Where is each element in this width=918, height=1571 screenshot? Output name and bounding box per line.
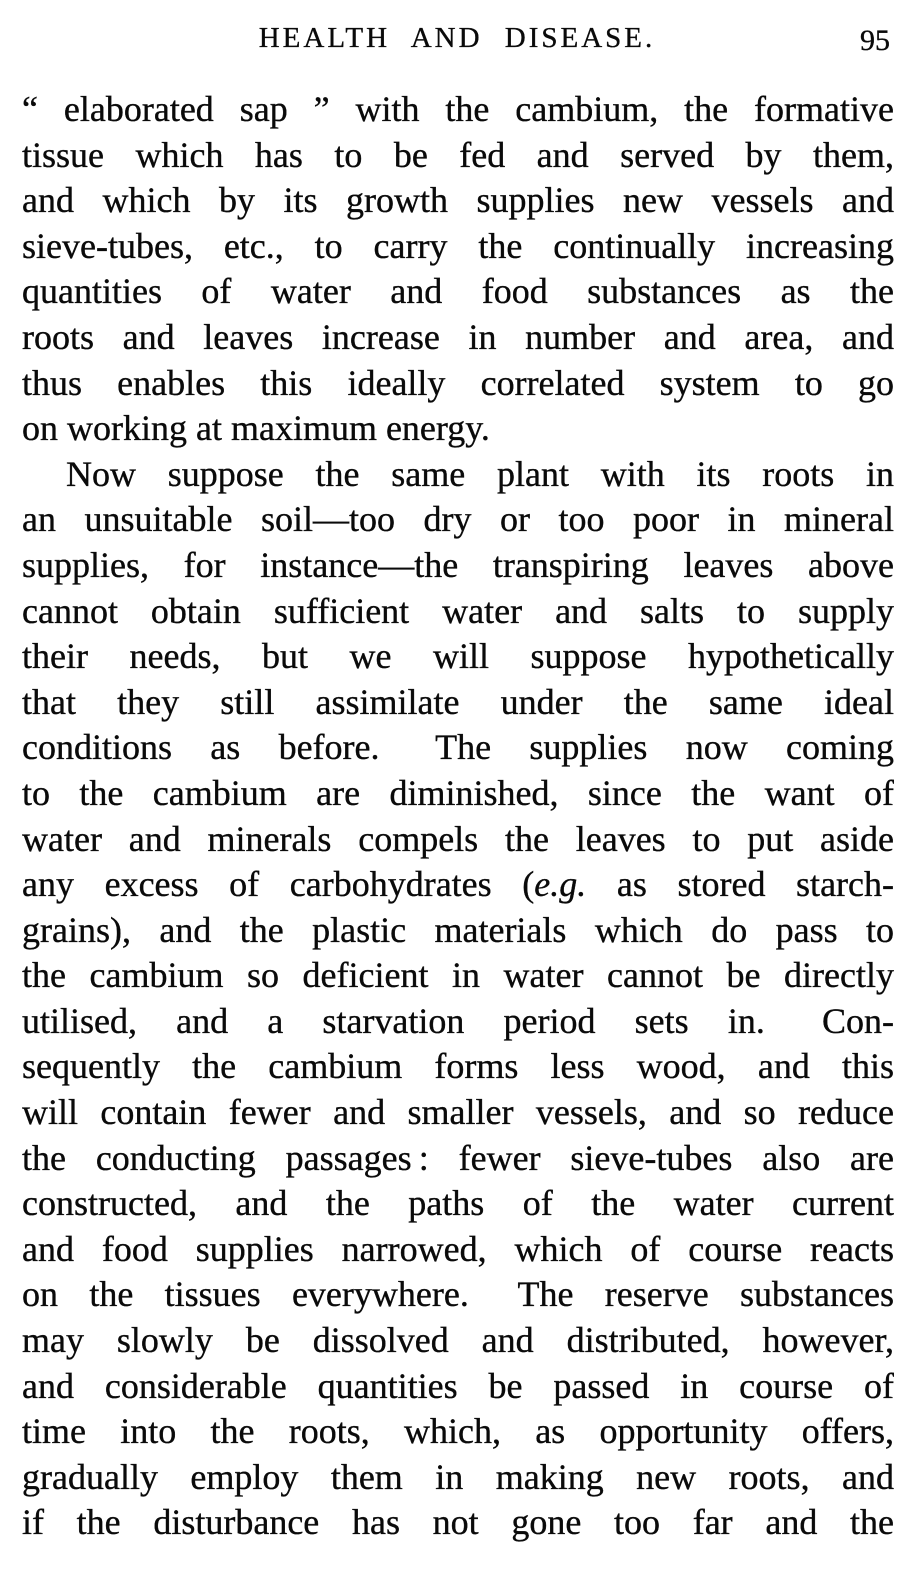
text-line: any excess of carbohydrates (e.g. as stored starch- bbox=[22, 864, 894, 905]
text-line: on the tissues everywhere. The reserve substances bbox=[22, 1274, 894, 1315]
text-line: tissue which has to be fed and served by them, bbox=[22, 134, 894, 175]
text-line: and considerable quantities be passed in course of bbox=[22, 1365, 894, 1406]
text-line: roots and leaves increase in number and area, and bbox=[22, 316, 894, 357]
paragraph bbox=[22, 452, 894, 1546]
page-header bbox=[22, 20, 892, 60]
text-line: cannot obtain sufficient water and salts to supply bbox=[22, 590, 894, 631]
text-line: constructed, and the paths of the water current bbox=[22, 1183, 894, 1224]
text-line: if the disturbance has not gone too far and the bbox=[22, 1502, 894, 1543]
text-line: time into the roots, which, as opportunity offers, bbox=[22, 1411, 894, 1452]
text-line: quantities of water and food substances as the bbox=[22, 271, 894, 312]
text-line: will contain fewer and smaller vessels, and so reduce bbox=[22, 1092, 894, 1133]
text-line: conditions as before. The supplies now coming bbox=[22, 727, 894, 768]
text-line: and food supplies narrowed, which of course reacts bbox=[22, 1228, 894, 1269]
text-block bbox=[22, 87, 894, 1546]
text-line: sequently the cambium forms less wood, and this bbox=[22, 1046, 894, 1087]
text-line: utilised, and a starvation period sets in. Con- bbox=[22, 1000, 894, 1041]
text-line: Now suppose the same plant with its roots in bbox=[66, 453, 894, 494]
text-line: the cambium so deficient in water cannot be directly bbox=[22, 955, 894, 996]
text-line: their needs, but we will suppose hypothetically bbox=[22, 636, 894, 677]
text-line: supplies, for instance—the transpiring leaves above bbox=[22, 544, 894, 585]
text-line: that they still assimilate under the same ideal bbox=[22, 681, 894, 722]
text-line: thus enables this ideally correlated system to go bbox=[22, 362, 894, 403]
text-line: may slowly be dissolved and distributed, however, bbox=[22, 1320, 894, 1361]
text-line: “ elaborated sap ” with the cambium, the formative bbox=[22, 89, 894, 129]
text-line: on working at maximum energy. bbox=[22, 408, 490, 449]
text-line: gradually employ them in making new roots, and bbox=[22, 1456, 894, 1497]
text-line: water and minerals compels the leaves to put aside bbox=[22, 818, 894, 859]
running-title: HEALTH AND DISEASE. bbox=[258, 22, 656, 54]
text-line: grains), and the plastic materials which do pass to bbox=[22, 909, 894, 950]
text-line: sieve-tubes, etc., to carry the continually increasing bbox=[22, 225, 894, 266]
paragraph bbox=[22, 87, 894, 452]
text-line: the conducting passages : fewer sieve-tubes also are bbox=[22, 1137, 894, 1178]
text-line: and which by its growth supplies new vessels and bbox=[22, 180, 894, 221]
page-number: 95 bbox=[860, 24, 890, 57]
text-line: an unsuitable soil—too dry or too poor in mineral bbox=[22, 499, 894, 540]
text-line: to the cambium are diminished, since the want of bbox=[22, 772, 894, 813]
